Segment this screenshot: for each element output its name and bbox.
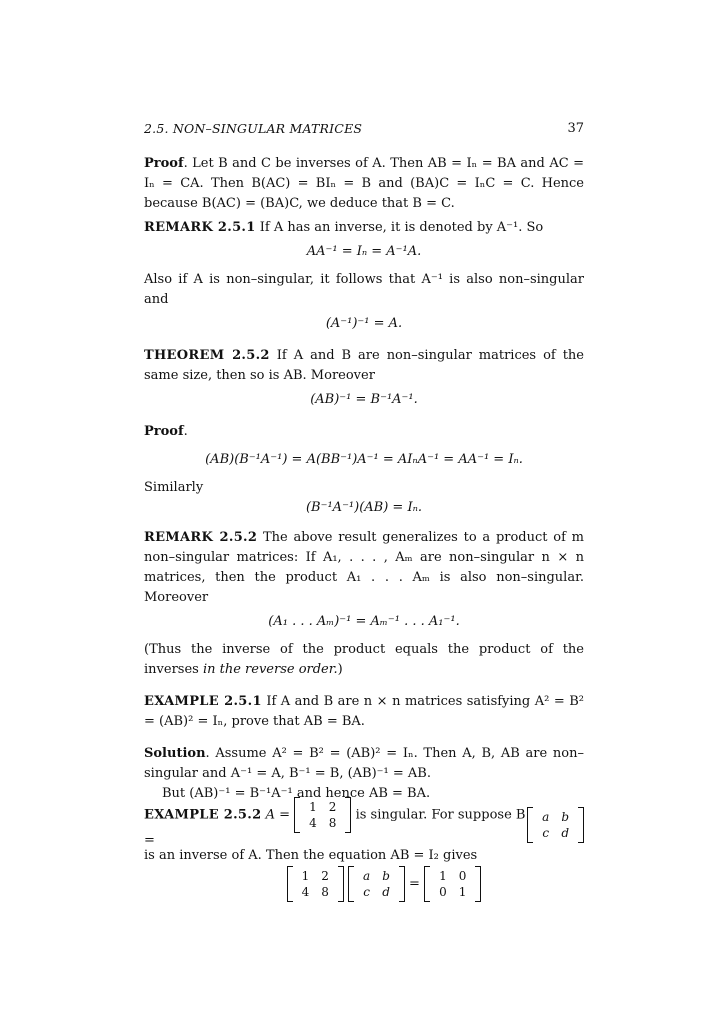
proof-paragraph-1 xyxy=(144,154,584,214)
display-equation-3: (AB)⁻¹ = B⁻¹A⁻¹. xyxy=(310,392,418,407)
equals-sign: = xyxy=(409,876,420,892)
but-line: But (AB)⁻¹ = B⁻¹A⁻¹ and hence AB = BA. xyxy=(162,786,431,801)
remark-2-5-2 xyxy=(144,528,584,608)
example-label: EXAMPLE 2.5.1 xyxy=(144,694,262,709)
running-header xyxy=(144,119,584,139)
remark-text-2: The above result generalizes to a product of m non–singular matrices: If A₁, . . . , Aₘ are non–singular n × n matrices, then the product A₁ . . . Aₘ is also non–singular. Moreover xyxy=(144,530,584,605)
solution-text: . Assume A² = B² = (AB)² = Iₙ. Then A, B, AB are non–singular and A⁻¹ = A, B⁻¹ = B, (AB)⁻¹ = AB. xyxy=(144,746,584,781)
solution-label: Solution xyxy=(144,746,206,761)
example-2-5-1 xyxy=(144,692,584,732)
remark-label-2: REMARK 2.5.2 xyxy=(144,530,258,545)
matrix-b: a b c d xyxy=(527,809,584,841)
inverse-line: is an inverse of A. Then the equation AB = I₂ gives xyxy=(144,848,478,863)
thus-paragraph xyxy=(144,640,584,680)
thus-text: (Thus the inverse of the product equals the product of the inverses xyxy=(144,642,584,677)
display-equation-1: AA⁻¹ = Iₙ = A⁻¹A. xyxy=(306,244,422,259)
proof-dot: . xyxy=(183,424,188,439)
theorem-2-5-2 xyxy=(144,346,584,386)
remark-2-5-1 xyxy=(144,218,584,238)
display-equation-2: (A⁻¹)⁻¹ = A. xyxy=(325,316,403,331)
remark-label: REMARK 2.5.1 xyxy=(144,220,256,235)
page-number: 37 xyxy=(567,121,584,136)
matrix-a-2: 1 2 4 8 xyxy=(287,868,344,900)
proof-paragraph-2 xyxy=(144,422,584,442)
also-paragraph: Also if A is non–singular, it follows that A⁻¹ is also non–singular and xyxy=(144,272,584,307)
example-label-2: EXAMPLE 2.5.2 xyxy=(144,807,262,823)
theorem-text: If A and B are non–singular matrices of the same size, then so is AB. Moreover xyxy=(144,348,584,383)
matrix-identity: 1 0 0 1 xyxy=(424,868,481,900)
a-equals: A = xyxy=(265,807,291,823)
thus-close: ) xyxy=(337,662,343,677)
proof-label: Proof xyxy=(144,156,184,171)
display-equation-5: (B⁻¹A⁻¹)(AB) = Iₙ. xyxy=(305,500,422,515)
singular-text: is singular. For suppose B = xyxy=(144,807,526,848)
proof-label-2: Proof xyxy=(144,424,184,439)
theorem-label: THEOREM 2.5.2 xyxy=(144,348,270,363)
remark-text: If A has an inverse, it is denoted by A⁻¹. So xyxy=(255,220,544,235)
section-title: 2.5. NON–SINGULAR MATRICES xyxy=(144,121,363,136)
matrix-equation xyxy=(144,868,584,900)
display-equation-4: (AB)(B⁻¹A⁻¹) = A(BB⁻¹)A⁻¹ = AIₙA⁻¹ = AA⁻¹ = Iₙ. xyxy=(205,452,523,467)
matrix-b-2: a b c d xyxy=(348,868,405,900)
display-equation-6: (A₁ . . . Aₘ)⁻¹ = Aₘ⁻¹ . . . A₁⁻¹. xyxy=(268,614,460,629)
example-2-5-2 xyxy=(144,800,584,848)
page-body xyxy=(144,154,584,900)
matrix-a: 1 2 4 8 xyxy=(294,799,351,831)
example-text: If A and B are n × n matrices satisfying A² = B² = (AB)² = Iₙ, prove that AB = BA. xyxy=(144,694,584,729)
proof-text: . Let B and C be inverses of A. Then AB = Iₙ = BA and AC = Iₙ = CA. Then B(AC) = BIₙ = B and (BA)C = IₙC = C. Hence because B(AC) = (BA)C, we deduce that B = C. xyxy=(144,156,584,211)
solution-paragraph xyxy=(144,744,584,784)
similarly-label: Similarly xyxy=(144,480,204,495)
thus-italic: in the reverse order. xyxy=(202,662,338,677)
